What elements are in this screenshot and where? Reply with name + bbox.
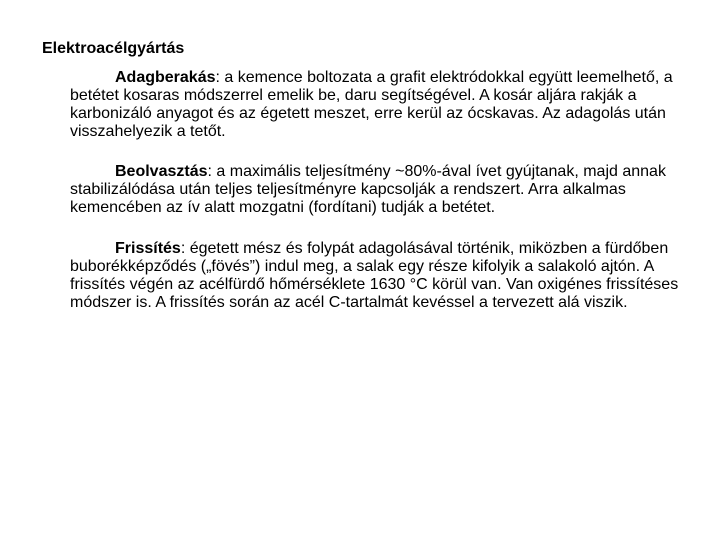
- paragraph-text: : a maximális teljesítmény ~80%-ával ívet gyújtanak, majd annak stabilizálódása után teljes teljesítményre kapcsolják a rendszert. Arra alkalmas kemencében az ív alatt mozgatni (fordítani) tudják a betétet.: [70, 163, 666, 216]
- paragraph-term: Beolvasztás: [115, 163, 208, 180]
- paragraph-text: : égetett mész és folypát adagolásával történik, miközben a fürdőben buborékképződés („fövés”) indul meg, a salak egy része kifolyik a salakoló ajtón. A frissítés végén az acélfürdő hőmérséklete 1630 °C körül van. Van oxigénes frissítéses módszer is. A frissítés során az acél C-tartalmát kevéssel a tervezett alá viszik.: [70, 240, 679, 311]
- page-title: Elektroacélgyártás: [42, 40, 185, 57]
- paragraph-text: : a kemence boltozata a grafit elektródokkal együtt leemelhető, a betétet kosaras módszerrel emelik be, daru segítségével. A kosár aljára rakják a karbonizáló anyagot és az égetett meszet, erre kerül az ócskavas. Az adagolás után visszahelyezik a tetőt.: [70, 69, 673, 140]
- paragraph-term: Adagberakás: [115, 69, 216, 86]
- paragraph-frissites: [70, 240, 694, 312]
- paragraph-beolvasztas: [70, 163, 694, 217]
- paragraph-term: Frissítés: [115, 240, 181, 257]
- paragraph-adagberakas: [70, 69, 694, 141]
